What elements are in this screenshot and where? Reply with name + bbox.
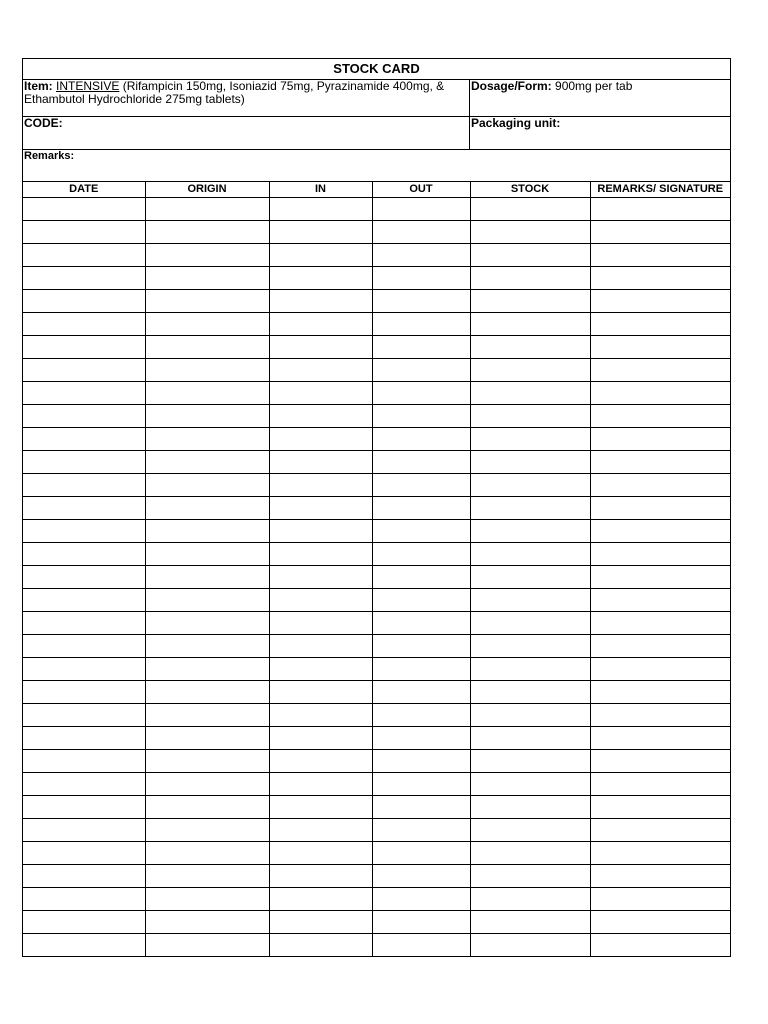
table-row (23, 818, 730, 841)
table-row (23, 611, 730, 634)
in-cell[interactable] (269, 818, 372, 841)
origin-cell[interactable] (145, 933, 269, 956)
remarks-signature-cell[interactable] (590, 220, 730, 243)
remarks-signature-cell[interactable] (590, 726, 730, 749)
out-cell[interactable] (372, 220, 470, 243)
stock-log-body (23, 197, 730, 956)
date-cell[interactable] (23, 289, 145, 312)
item-row (23, 80, 730, 117)
date-cell[interactable] (23, 358, 145, 381)
table-row (23, 933, 730, 956)
date-cell[interactable] (23, 197, 145, 220)
origin-cell[interactable] (145, 657, 269, 680)
out-cell[interactable] (372, 404, 470, 427)
stock-cell[interactable] (470, 841, 590, 864)
remarks-signature-cell[interactable] (590, 565, 730, 588)
stock-cell[interactable] (470, 381, 590, 404)
stock-cell[interactable] (470, 864, 590, 887)
origin-cell[interactable] (145, 450, 269, 473)
remarks-label: Remarks: (24, 150, 75, 162)
remarks-signature-cell[interactable] (590, 841, 730, 864)
packaging-cell[interactable] (470, 117, 730, 149)
column-header-remarks-signature: REMARKS/ SIGNATURE (590, 182, 730, 197)
stock-cell[interactable] (470, 519, 590, 542)
item-description: (Rifampicin 150mg, Isoniazid 75mg, Pyrazinamide 400mg, & Ethambutol Hydrochloride 275mg tablets) (24, 79, 445, 106)
table-row (23, 565, 730, 588)
stock-cell[interactable] (470, 404, 590, 427)
origin-cell[interactable] (145, 496, 269, 519)
in-cell[interactable] (269, 381, 372, 404)
stock-cell[interactable] (470, 795, 590, 818)
table-row (23, 381, 730, 404)
origin-cell[interactable] (145, 381, 269, 404)
table-row (23, 749, 730, 772)
out-cell[interactable] (372, 634, 470, 657)
stock-cell[interactable] (470, 473, 590, 496)
in-cell[interactable] (269, 404, 372, 427)
out-cell[interactable] (372, 450, 470, 473)
origin-cell[interactable] (145, 335, 269, 358)
stock-cell[interactable] (470, 818, 590, 841)
out-cell[interactable] (372, 910, 470, 933)
in-cell[interactable] (269, 657, 372, 680)
origin-cell[interactable] (145, 289, 269, 312)
stock-cell[interactable] (470, 289, 590, 312)
stock-cell[interactable] (470, 565, 590, 588)
in-cell[interactable] (269, 358, 372, 381)
table-row (23, 266, 730, 289)
in-cell[interactable] (269, 887, 372, 910)
date-cell[interactable] (23, 795, 145, 818)
table-header-row (23, 182, 730, 197)
origin-cell[interactable] (145, 243, 269, 266)
stock-cell[interactable] (470, 703, 590, 726)
table-row (23, 657, 730, 680)
in-cell[interactable] (269, 496, 372, 519)
stock-cell[interactable] (470, 657, 590, 680)
in-cell[interactable] (269, 634, 372, 657)
in-cell[interactable] (269, 335, 372, 358)
in-cell[interactable] (269, 220, 372, 243)
out-cell[interactable] (372, 542, 470, 565)
remarks-signature-cell[interactable] (590, 266, 730, 289)
date-cell[interactable] (23, 243, 145, 266)
stock-cell[interactable] (470, 910, 590, 933)
stock-cell[interactable] (470, 634, 590, 657)
remarks-signature-cell[interactable] (590, 358, 730, 381)
origin-cell[interactable] (145, 726, 269, 749)
in-cell[interactable] (269, 933, 372, 956)
table-row (23, 634, 730, 657)
page-title: STOCK CARD (23, 59, 730, 80)
stock-cell[interactable] (470, 680, 590, 703)
origin-cell[interactable] (145, 795, 269, 818)
remarks-signature-cell[interactable] (590, 289, 730, 312)
in-cell[interactable] (269, 841, 372, 864)
in-cell[interactable] (269, 473, 372, 496)
in-cell[interactable] (269, 266, 372, 289)
date-cell[interactable] (23, 266, 145, 289)
table-row (23, 335, 730, 358)
date-cell[interactable] (23, 772, 145, 795)
stock-cell[interactable] (470, 749, 590, 772)
table-row (23, 726, 730, 749)
date-cell[interactable] (23, 611, 145, 634)
stock-cell[interactable] (470, 312, 590, 335)
date-cell[interactable] (23, 335, 145, 358)
origin-cell[interactable] (145, 473, 269, 496)
remarks-signature-cell[interactable] (590, 381, 730, 404)
table-row (23, 680, 730, 703)
in-cell[interactable] (269, 910, 372, 933)
remarks-signature-cell[interactable] (590, 634, 730, 657)
remarks-signature-cell[interactable] (590, 772, 730, 795)
in-cell[interactable] (269, 749, 372, 772)
in-cell[interactable] (269, 772, 372, 795)
in-cell[interactable] (269, 450, 372, 473)
table-row (23, 772, 730, 795)
in-cell[interactable] (269, 703, 372, 726)
column-header-date: DATE (23, 182, 145, 197)
column-header-out: OUT (372, 182, 470, 197)
remarks-signature-cell[interactable] (590, 450, 730, 473)
origin-cell[interactable] (145, 841, 269, 864)
stock-cell[interactable] (470, 542, 590, 565)
origin-cell[interactable] (145, 358, 269, 381)
origin-cell[interactable] (145, 312, 269, 335)
in-cell[interactable] (269, 542, 372, 565)
table-row (23, 427, 730, 450)
table-row (23, 588, 730, 611)
in-cell[interactable] (269, 588, 372, 611)
stock-cell[interactable] (470, 266, 590, 289)
origin-cell[interactable] (145, 404, 269, 427)
remarks-signature-cell[interactable] (590, 427, 730, 450)
origin-cell[interactable] (145, 427, 269, 450)
out-cell[interactable] (372, 358, 470, 381)
out-cell[interactable] (372, 335, 470, 358)
remarks-signature-cell[interactable] (590, 335, 730, 358)
out-cell[interactable] (372, 657, 470, 680)
out-cell[interactable] (372, 772, 470, 795)
table-row (23, 220, 730, 243)
remarks-signature-cell[interactable] (590, 795, 730, 818)
remarks-signature-cell[interactable] (590, 197, 730, 220)
out-cell[interactable] (372, 818, 470, 841)
stock-cell[interactable] (470, 933, 590, 956)
table-row (23, 864, 730, 887)
table-row (23, 473, 730, 496)
origin-cell[interactable] (145, 542, 269, 565)
code-cell[interactable] (23, 117, 470, 149)
date-cell[interactable] (23, 404, 145, 427)
date-cell[interactable] (23, 657, 145, 680)
remarks-signature-cell[interactable] (590, 611, 730, 634)
date-cell[interactable] (23, 542, 145, 565)
in-cell[interactable] (269, 427, 372, 450)
table-row (23, 197, 730, 220)
remarks-signature-cell[interactable] (590, 864, 730, 887)
stock-log-table (23, 182, 730, 956)
stock-cell[interactable] (470, 726, 590, 749)
date-cell[interactable] (23, 726, 145, 749)
in-cell[interactable] (269, 289, 372, 312)
stock-cell[interactable] (470, 220, 590, 243)
remarks-signature-cell[interactable] (590, 680, 730, 703)
origin-cell[interactable] (145, 611, 269, 634)
remarks-signature-cell[interactable] (590, 910, 730, 933)
origin-cell[interactable] (145, 197, 269, 220)
remarks-signature-cell[interactable] (590, 933, 730, 956)
date-cell[interactable] (23, 864, 145, 887)
remarks-signature-cell[interactable] (590, 588, 730, 611)
date-cell[interactable] (23, 634, 145, 657)
table-row (23, 496, 730, 519)
date-cell[interactable] (23, 887, 145, 910)
stock-cell[interactable] (470, 335, 590, 358)
dosage-value: 900mg per tab (551, 79, 633, 93)
remarks-signature-cell[interactable] (590, 473, 730, 496)
in-cell[interactable] (269, 312, 372, 335)
out-cell[interactable] (372, 519, 470, 542)
date-cell[interactable] (23, 427, 145, 450)
table-row (23, 450, 730, 473)
origin-cell[interactable] (145, 220, 269, 243)
in-cell[interactable] (269, 611, 372, 634)
out-cell[interactable] (372, 427, 470, 450)
column-header-in: IN (269, 182, 372, 197)
out-cell[interactable] (372, 289, 470, 312)
out-cell[interactable] (372, 312, 470, 335)
origin-cell[interactable] (145, 565, 269, 588)
date-cell[interactable] (23, 473, 145, 496)
out-cell[interactable] (372, 611, 470, 634)
out-cell[interactable] (372, 795, 470, 818)
date-cell[interactable] (23, 450, 145, 473)
out-cell[interactable] (372, 726, 470, 749)
date-cell[interactable] (23, 933, 145, 956)
remarks-row[interactable] (23, 150, 730, 182)
out-cell[interactable] (372, 565, 470, 588)
date-cell[interactable] (23, 910, 145, 933)
origin-cell[interactable] (145, 864, 269, 887)
dosage-label: Dosage/Form: (471, 79, 552, 93)
origin-cell[interactable] (145, 749, 269, 772)
in-cell[interactable] (269, 680, 372, 703)
origin-cell[interactable] (145, 772, 269, 795)
origin-cell[interactable] (145, 266, 269, 289)
date-cell[interactable] (23, 818, 145, 841)
stock-cell[interactable] (470, 358, 590, 381)
date-cell[interactable] (23, 680, 145, 703)
remarks-signature-cell[interactable] (590, 657, 730, 680)
packaging-label: Packaging unit: (471, 116, 561, 130)
code-row (23, 117, 730, 150)
item-name: INTENSIVE (56, 79, 120, 93)
table-row (23, 887, 730, 910)
dosage-cell[interactable] (470, 80, 730, 116)
out-cell[interactable] (372, 381, 470, 404)
table-row (23, 289, 730, 312)
out-cell[interactable] (372, 887, 470, 910)
remarks-signature-cell[interactable] (590, 519, 730, 542)
date-cell[interactable] (23, 565, 145, 588)
column-header-stock: STOCK (470, 182, 590, 197)
remarks-signature-cell[interactable] (590, 404, 730, 427)
date-cell[interactable] (23, 496, 145, 519)
table-row (23, 519, 730, 542)
date-cell[interactable] (23, 749, 145, 772)
stock-cell[interactable] (470, 588, 590, 611)
remarks-signature-cell[interactable] (590, 312, 730, 335)
origin-cell[interactable] (145, 519, 269, 542)
stock-cell[interactable] (470, 887, 590, 910)
remarks-signature-cell[interactable] (590, 703, 730, 726)
origin-cell[interactable] (145, 818, 269, 841)
table-row (23, 542, 730, 565)
table-row (23, 312, 730, 335)
in-cell[interactable] (269, 243, 372, 266)
stock-cell[interactable] (470, 772, 590, 795)
remarks-signature-cell[interactable] (590, 542, 730, 565)
table-row (23, 795, 730, 818)
remarks-signature-cell[interactable] (590, 887, 730, 910)
table-row (23, 404, 730, 427)
in-cell[interactable] (269, 795, 372, 818)
date-cell[interactable] (23, 841, 145, 864)
table-row (23, 703, 730, 726)
stock-cell[interactable] (470, 611, 590, 634)
out-cell[interactable] (372, 496, 470, 519)
date-cell[interactable] (23, 703, 145, 726)
remarks-signature-cell[interactable] (590, 818, 730, 841)
stock-cell[interactable] (470, 450, 590, 473)
remarks-signature-cell[interactable] (590, 496, 730, 519)
date-cell[interactable] (23, 381, 145, 404)
column-header-origin: ORIGIN (145, 182, 269, 197)
remarks-signature-cell[interactable] (590, 243, 730, 266)
out-cell[interactable] (372, 473, 470, 496)
out-cell[interactable] (372, 864, 470, 887)
item-cell[interactable] (23, 80, 470, 116)
in-cell[interactable] (269, 565, 372, 588)
out-cell[interactable] (372, 266, 470, 289)
in-cell[interactable] (269, 197, 372, 220)
out-cell[interactable] (372, 841, 470, 864)
table-row (23, 358, 730, 381)
out-cell[interactable] (372, 749, 470, 772)
date-cell[interactable] (23, 220, 145, 243)
stock-card (22, 58, 731, 957)
date-cell[interactable] (23, 519, 145, 542)
stock-cell[interactable] (470, 197, 590, 220)
table-row (23, 841, 730, 864)
origin-cell[interactable] (145, 634, 269, 657)
in-cell[interactable] (269, 519, 372, 542)
origin-cell[interactable] (145, 703, 269, 726)
out-cell[interactable] (372, 933, 470, 956)
code-label: CODE: (24, 116, 63, 130)
item-label: Item: (24, 79, 53, 93)
date-cell[interactable] (23, 588, 145, 611)
table-row (23, 243, 730, 266)
stock-cell[interactable] (470, 427, 590, 450)
table-row (23, 910, 730, 933)
stock-cell[interactable] (470, 243, 590, 266)
out-cell[interactable] (372, 197, 470, 220)
out-cell[interactable] (372, 588, 470, 611)
origin-cell[interactable] (145, 588, 269, 611)
origin-cell[interactable] (145, 910, 269, 933)
stock-cell[interactable] (470, 496, 590, 519)
origin-cell[interactable] (145, 680, 269, 703)
out-cell[interactable] (372, 680, 470, 703)
remarks-signature-cell[interactable] (590, 749, 730, 772)
in-cell[interactable] (269, 726, 372, 749)
out-cell[interactable] (372, 243, 470, 266)
origin-cell[interactable] (145, 887, 269, 910)
out-cell[interactable] (372, 703, 470, 726)
date-cell[interactable] (23, 312, 145, 335)
in-cell[interactable] (269, 864, 372, 887)
